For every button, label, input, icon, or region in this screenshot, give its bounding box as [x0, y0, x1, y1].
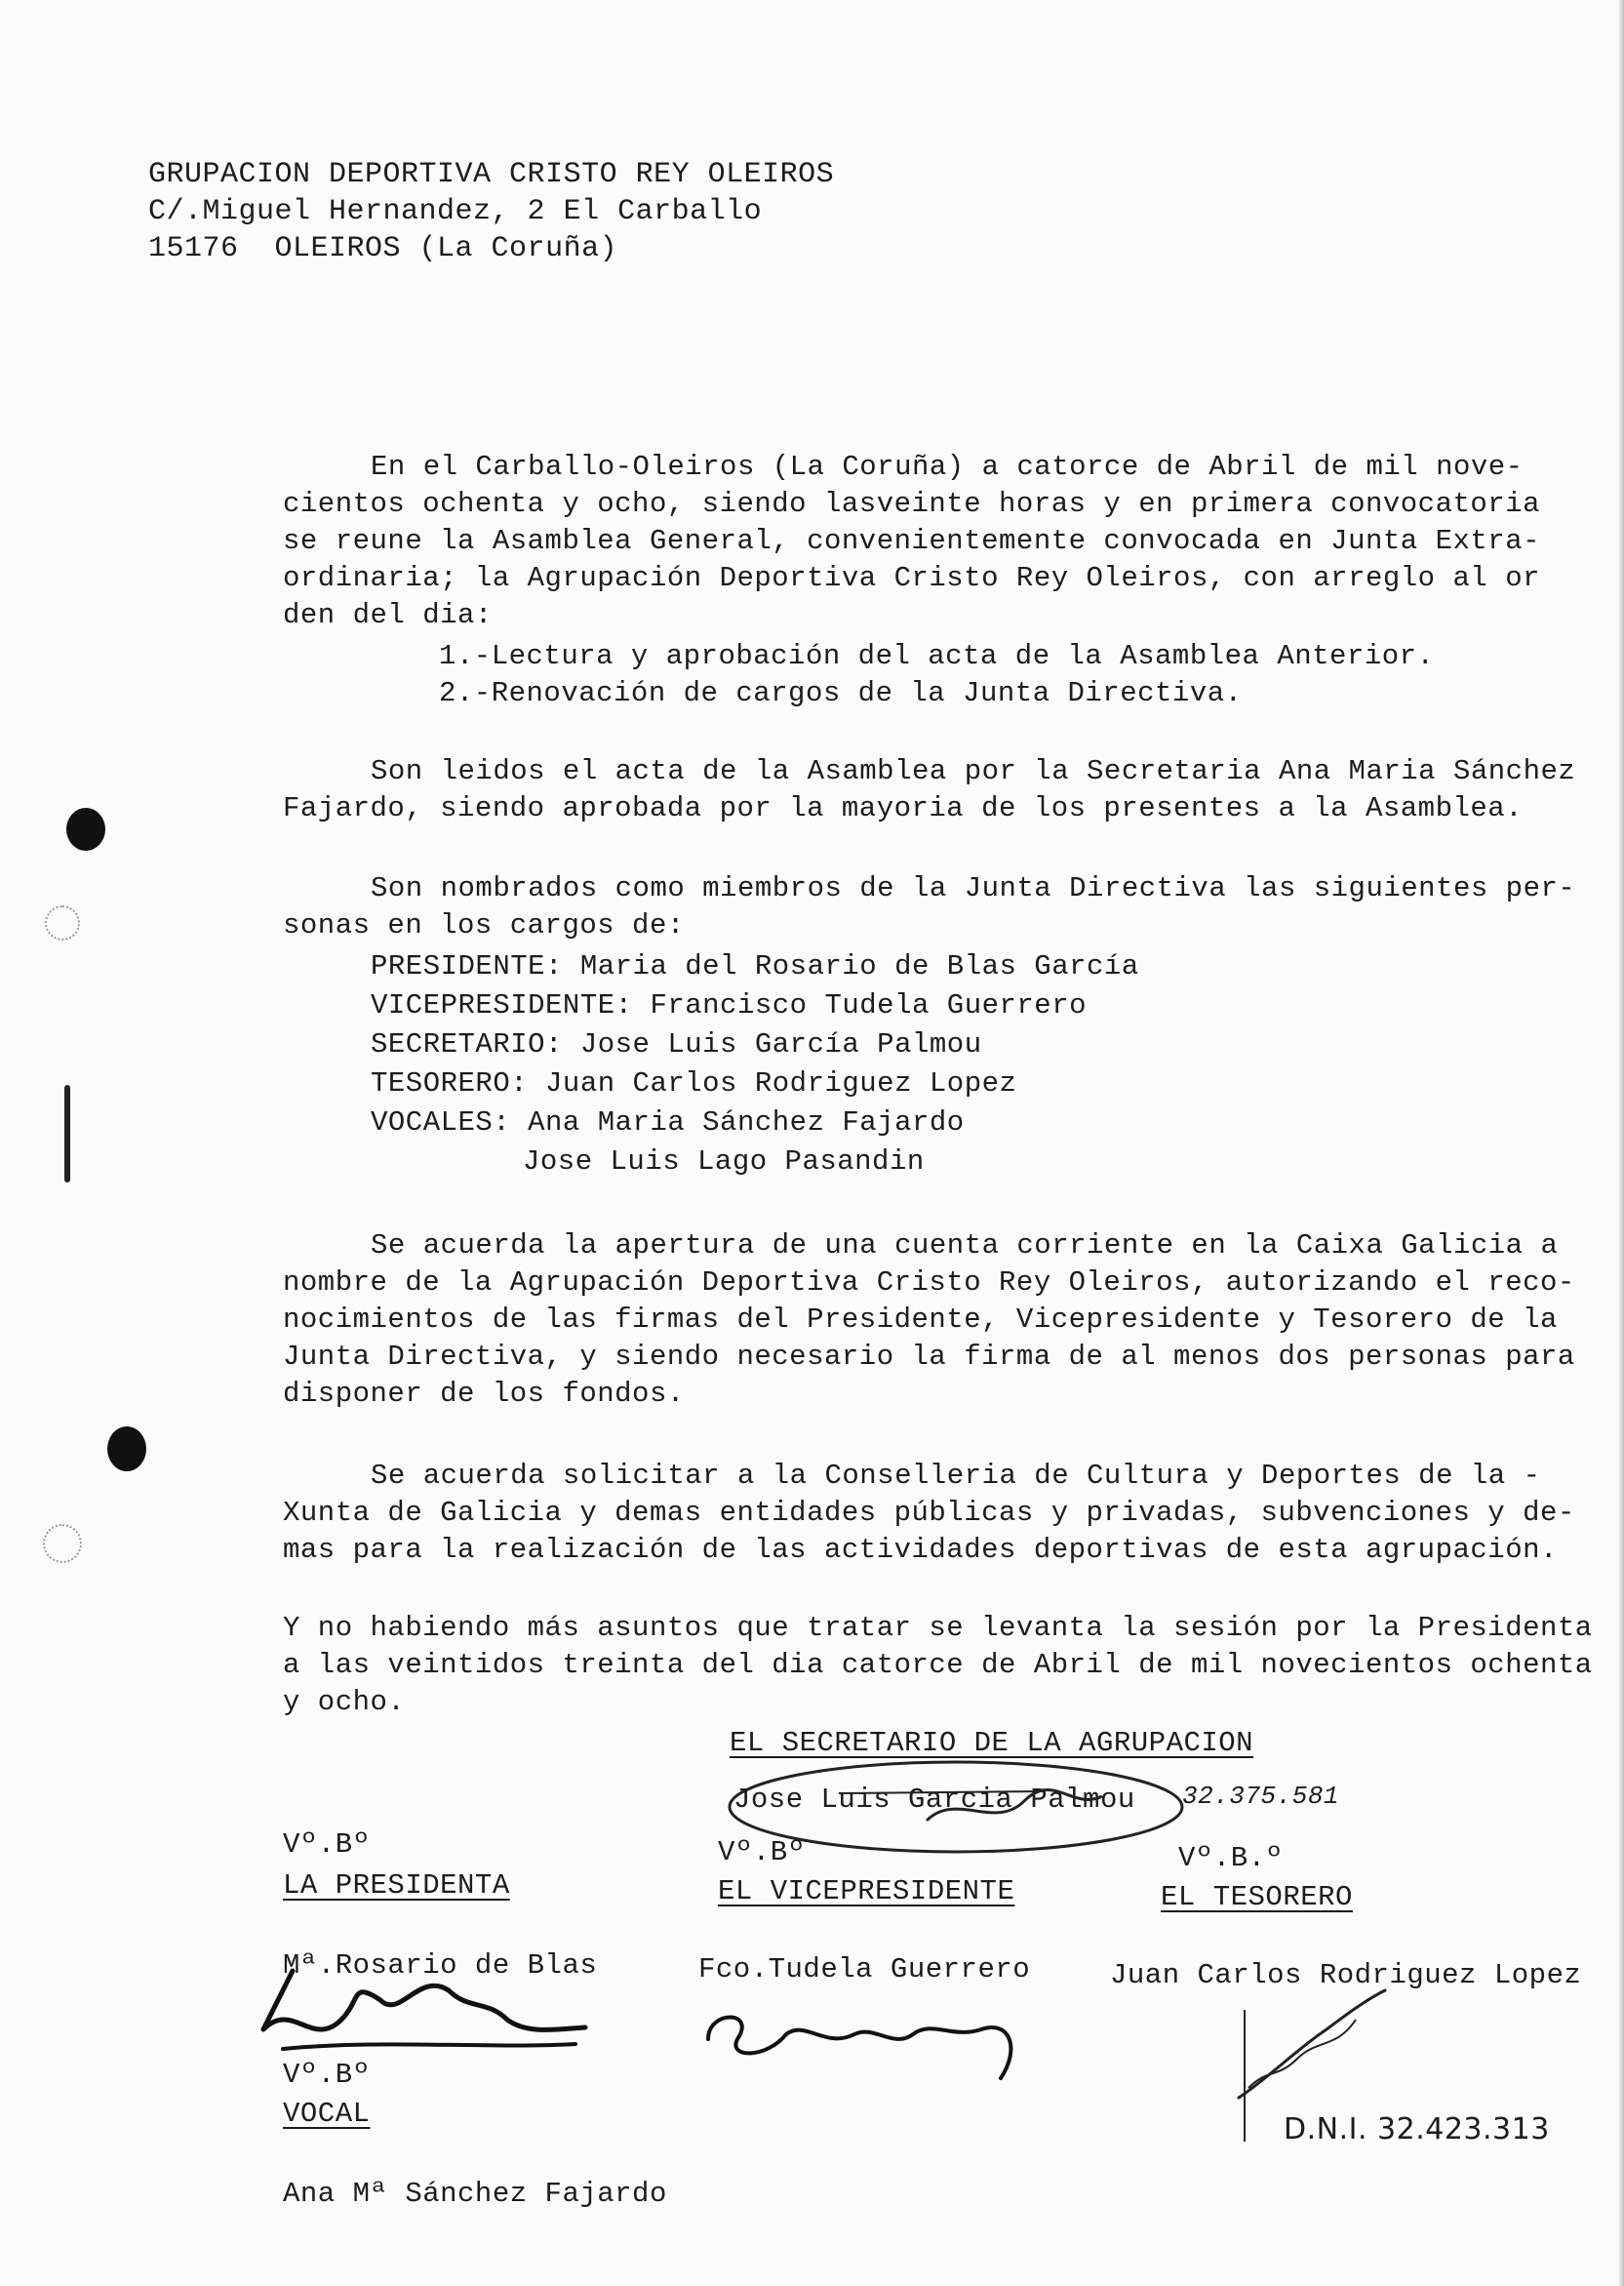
cargo-vicepresidente: VICEPRESIDENTE: Francisco Tudela Guerrero [371, 989, 1088, 1022]
vobo-vicepresidente: Vº.Bº [718, 1836, 806, 1868]
p3-line-1: Son nombrados como miembros de la Junta Directiva las siguientes per- [371, 872, 1576, 904]
cargo-presidente: PRESIDENTE: Maria del Rosario de Blas García [371, 950, 1139, 983]
p4-line-4: Junta Directiva, y siendo necesario la firma de al menos dos personas para [283, 1341, 1575, 1373]
presidenta-signature [234, 1942, 605, 2068]
p5-line-2: Xunta de Galicia y demas entidades públicas y privadas, subvenciones y de- [283, 1497, 1575, 1529]
cargo-tesorero: TESORERO: Juan Carlos Rodriguez Lopez [371, 1067, 1017, 1100]
vicepresidente-signature [689, 1981, 1059, 2088]
punch-hole-top [66, 808, 105, 851]
vicepresidente-name: Fco.Tudela Guerrero [698, 1953, 1031, 1985]
secretario-title: EL SECRETARIO DE LA AGRUPACION [730, 1727, 1254, 1759]
p2-line-2: Fajardo, siendo aprobada por la mayoria de los presentes a la Asamblea. [283, 792, 1524, 824]
cargo-vocal-2: Jose Luis Lago Pasandin [523, 1145, 925, 1178]
faint-stamp-top [45, 905, 80, 941]
p6-line-2: a las veintidos treinta del dia catorce de Abril de mil novecientos ochenta [283, 1649, 1593, 1681]
p4-line-1: Se acuerda la apertura de una cuenta corriente en la Caixa Galicia a [371, 1229, 1559, 1262]
secretario-dni: 32.375.581 [1182, 1782, 1340, 1811]
punch-hole-bottom [107, 1426, 146, 1471]
cargo-vocales: VOCALES: Ana Maria Sánchez Fajardo [371, 1106, 965, 1139]
vobo-vocal: Vº.Bº [283, 2059, 371, 2091]
vobo-tesorero: Vº.B.º [1178, 1842, 1284, 1874]
p4-line-2: nombre de la Agrupación Deportiva Cristo Rey Oleiros, autorizando el reco- [283, 1266, 1575, 1299]
vocal-name: Ana Mª Sánchez Fajardo [283, 2178, 667, 2210]
secretario-name: Jose Luis Garcia Palmou [733, 1784, 1135, 1816]
p5-line-1: Se acuerda solicitar a la Conselleria de Cultura y Deportes de la - [371, 1460, 1541, 1492]
org-street: C/.Miguel Hernandez, 2 El Carballo [148, 195, 763, 228]
p5-line-3: mas para la realización de las actividades deportivas de esta agrupación. [283, 1534, 1558, 1566]
tesorero-dni: D.N.I. 32.423.313 [1284, 2112, 1550, 2146]
presidenta-title: LA PRESIDENTA [283, 1869, 510, 1902]
vobo-presidenta: Vº.Bº [283, 1828, 371, 1861]
tesorero-name: Juan Carlos Rodriguez Lopez [1110, 1959, 1582, 1991]
p6-line-1: Y no habiendo más asuntos que tratar se levanta la sesión por la Presidenta [283, 1612, 1593, 1644]
vicepresidente-title: EL VICEPRESIDENTE [718, 1875, 1015, 1907]
scan-edge [1618, 0, 1624, 2286]
p1-line-5: den del dia: [283, 599, 493, 631]
p1-line-1: En el Carballo-Oleiros (La Coruña) a catorce de Abril de mil nove- [371, 451, 1524, 483]
presidenta-name: Mª.Rosario de Blas [283, 1949, 598, 1982]
cargo-secretario: SECRETARIO: Jose Luis García Palmou [371, 1028, 982, 1061]
p4-line-5: disponer de los fondos. [283, 1378, 685, 1410]
vocal-title: VOCAL [283, 2098, 371, 2130]
agenda-item-1: 1.-Lectura y aprobación del acta de la Asamblea Anterior. [439, 640, 1435, 672]
p1-line-2: cientos ochenta y ocho, siendo lasveinte horas y en primera convocatoria [283, 488, 1541, 520]
p4-line-3: nocimientos de las firmas del Presidente, Vicepresidente y Tesorero de la [283, 1303, 1558, 1336]
faint-stamp-bottom [43, 1524, 82, 1563]
org-name: GRUPACION DEPORTIVA CRISTO REY OLEIROS [148, 158, 835, 191]
p6-line-3: y ocho. [283, 1686, 406, 1718]
p3-line-2: sonas en los cargos de: [283, 909, 685, 942]
margin-bracket [64, 1085, 70, 1183]
agenda-item-2: 2.-Renovación de cargos de la Junta Directiva. [439, 677, 1243, 709]
org-city: 15176 OLEIROS (La Coruña) [148, 232, 618, 265]
tesorero-title: EL TESORERO [1161, 1881, 1353, 1913]
p1-line-3: se reune la Asamblea General, convenientemente convocada en Junta Extra- [283, 525, 1541, 557]
p1-line-4: ordinaria; la Agrupación Deportiva Cristo Rey Oleiros, con arreglo al or [283, 562, 1541, 594]
p2-line-1: Son leidos el acta de la Asamblea por la Secretaria Ana Maria Sánchez [371, 755, 1576, 787]
